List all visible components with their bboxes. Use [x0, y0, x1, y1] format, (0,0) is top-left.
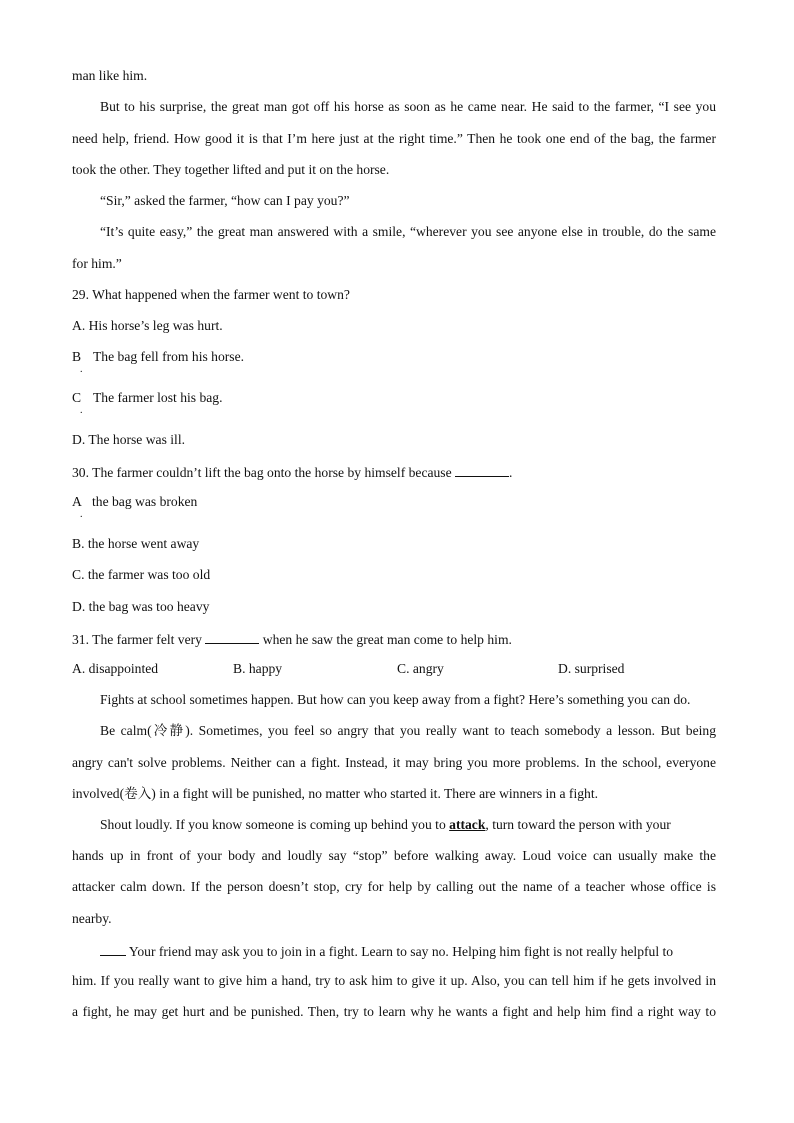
story2-line-5-start: Shout loudly. If you know someone is coming up behind you to — [100, 817, 446, 832]
story2-line-3: angry can't solve problems. Neither can a fight. Instead, it may bring you more problems. In the school, everyone — [72, 755, 716, 770]
question-29-option-b-letter: B — [72, 349, 82, 364]
answer-blank — [205, 630, 259, 644]
story2-line-6: hands up in front of your body and loudly say “stop” before walking away. Loud voice can usually make the — [72, 848, 716, 863]
keyword-attack: attack — [449, 817, 486, 832]
question-29-stem: 29. What happened when the farmer went to town? — [72, 287, 350, 302]
story2-line-9-text: Your friend may ask you to join in a fight. Learn to say no. Helping him fight is not really helpful to — [128, 944, 674, 959]
question-31-stem — [72, 630, 512, 648]
answer-blank — [100, 942, 126, 956]
story2-line-5-end: , turn toward the person with your — [485, 817, 671, 832]
question-29-option-b-text: The bag fell from his horse. — [93, 349, 244, 364]
story1-line-6: “It’s quite easy,” the great man answered with a smile, “wherever you see anyone else in trouble, do the same — [100, 224, 716, 239]
story1-line-7: for him.” — [72, 256, 122, 271]
question-31-option-d: D. surprised — [558, 661, 625, 676]
question-30-option-a-text: the bag was broken — [92, 494, 198, 509]
story1-line-5: “Sir,” asked the farmer, “how can I pay you?” — [100, 193, 350, 208]
story1-line-2: But to his surprise, the great man got off his horse as soon as he came near. He said to the farmer, “I see you — [100, 99, 716, 114]
question-29-option-b-dot: . — [80, 364, 83, 375]
story2-line-10: him. If you really want to give him a hand, try to ask him to give it up. Also, you can tell him if he gets involved in — [72, 973, 716, 988]
question-30-stem-text: 30. The farmer couldn’t lift the bag onto the horse by himself because — [72, 465, 452, 480]
question-29-option-c-dot: . — [80, 405, 83, 416]
story1-line-4: took the other. They together lifted and put it on the horse. — [72, 162, 390, 177]
question-30-option-c: C. the farmer was too old — [72, 567, 211, 582]
story2-line-8: nearby. — [72, 911, 112, 926]
question-31-options — [72, 661, 722, 677]
story2-line-11: a fight, he may get hurt and be punished. Then, try to learn why he wants a fight and help him find a right way to — [72, 1004, 716, 1019]
story2-line-9 — [100, 942, 673, 960]
story2-line-7: attacker calm down. If the person doesn’t stop, cry for help by calling out the name of a teacher whose office is — [72, 879, 716, 894]
story1-line-3: need help, friend. How good it is that I’m here just at the right time.” Then he took one end of the bag, the farmer — [72, 131, 716, 146]
answer-blank — [455, 463, 509, 477]
question-30-stem — [72, 463, 512, 481]
question-31-stem-start: 31. The farmer felt very — [72, 632, 202, 647]
question-29-option-d: D. The horse was ill. — [72, 432, 186, 447]
question-29-option-c-letter: C — [72, 390, 82, 405]
question-29-option-a: A. His horse’s leg was hurt. — [72, 318, 223, 333]
question-31-option-c: C. angry — [397, 661, 444, 676]
question-31-option-b: B. happy — [233, 661, 283, 676]
story2-line-1: Fights at school sometimes happen. But how can you keep away from a fight? Here’s something you can do. — [100, 692, 691, 707]
question-30-option-b: B. the horse went away — [72, 536, 200, 551]
question-31-option-a: A. disappointed — [72, 661, 159, 676]
story2-line-2: Be calm(冷静). Sometimes, you feel so angry that you really want to teach somebody a lesson. But being — [100, 723, 716, 738]
story2-line-5 — [100, 817, 671, 833]
story1-line-1: man like him. — [72, 68, 148, 83]
story2-line-4: involved(卷入) in a fight will be punished, no matter who started it. There are winners in a fight. — [72, 786, 599, 801]
question-30-stem-end: . — [509, 465, 513, 480]
question-30-option-a-letter: A — [72, 494, 82, 509]
question-30-option-a-dot: . — [80, 509, 83, 520]
question-29-option-c-text: The farmer lost his bag. — [93, 390, 223, 405]
question-31-stem-end: when he saw the great man come to help him. — [262, 632, 512, 647]
question-30-option-d: D. the bag was too heavy — [72, 599, 210, 614]
